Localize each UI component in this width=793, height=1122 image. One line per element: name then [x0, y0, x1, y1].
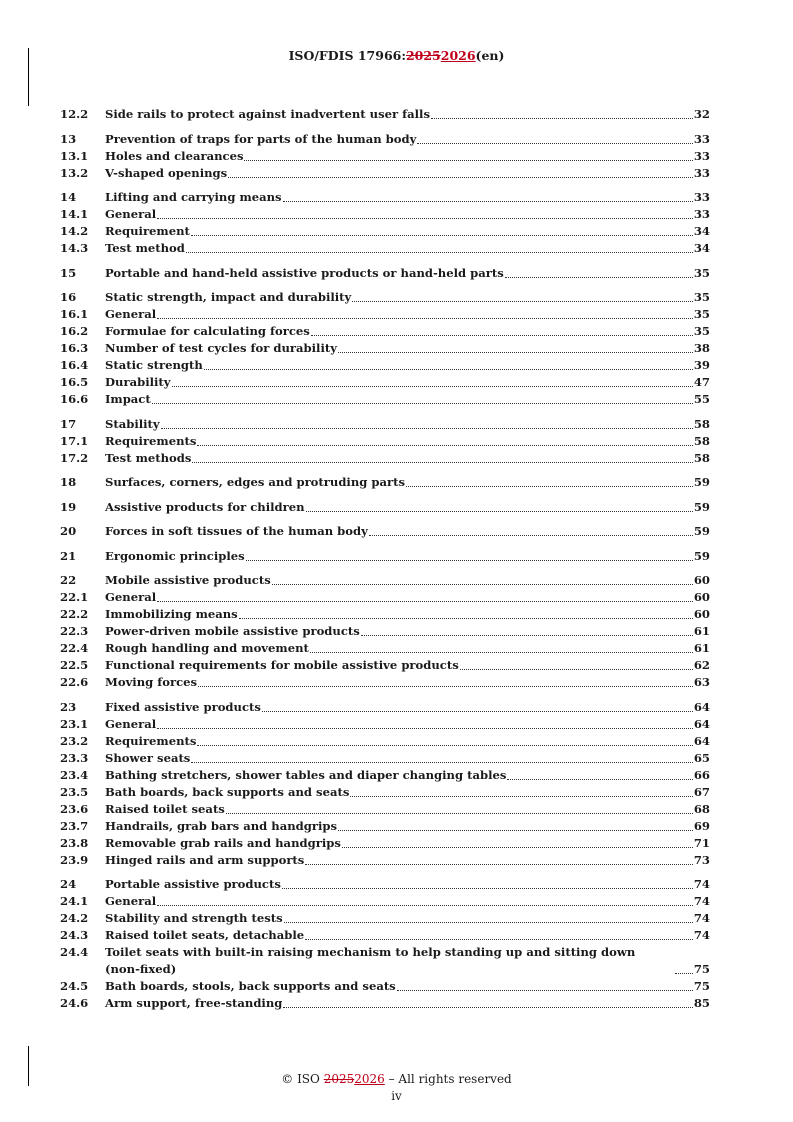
toc-entry-title-wrap: [105, 606, 694, 623]
toc-entry-title: General: [105, 716, 157, 731]
toc-entry-page: 65: [693, 750, 710, 765]
toc-entry-title: Bath boards, back supports and seats: [105, 784, 350, 799]
toc-entry-number: 24.5: [60, 979, 89, 993]
toc-entry-number: 14.3: [60, 241, 89, 255]
toc-dot-leader: [157, 601, 693, 602]
toc-entry-page: 35: [693, 290, 710, 304]
toc-dot-leader: [186, 252, 693, 253]
toc-entry-page: 55: [693, 392, 710, 406]
toc-entry-title: Assistive products for children: [105, 499, 305, 514]
toc-entry-title: Toilet seats with built-in raising mechanism to help standing up and sitting down (non-fixed): [105, 945, 636, 976]
toc-entry[interactable]: [60, 206, 710, 223]
toc-entry-page: 59: [693, 548, 710, 563]
toc-entry-title: Requirement: [105, 224, 190, 238]
toc-entry[interactable]: [60, 910, 710, 927]
toc-entry-title: Prevention of traps for parts of the human body: [105, 131, 417, 146]
toc-entry-page: 75: [693, 979, 710, 993]
toc-dot-leader: [342, 847, 693, 848]
toc-entry-title-wrap: [105, 223, 694, 240]
toc-entry-number: 22.2: [60, 607, 89, 621]
toc-entry-number: 15: [60, 265, 77, 280]
toc-dot-leader: [157, 728, 693, 729]
toc-entry-title-wrap: [105, 927, 694, 944]
toc-entry-number: 23.9: [60, 852, 89, 867]
toc-entry-title: Removable grab rails and handgrips: [105, 835, 341, 850]
toc-entry-title: Fixed assistive products: [105, 699, 261, 714]
toc-dot-leader: [191, 762, 693, 763]
toc-entry-number: 14: [60, 190, 77, 204]
toc-entry-page: 35: [693, 307, 710, 321]
toc-entry-page: 34: [693, 241, 710, 255]
toc-entry-number: 14.2: [60, 224, 89, 238]
toc-entry-title: Rough handling and movement: [105, 641, 309, 655]
toc-entry-number: 22: [60, 573, 77, 587]
copyright-line: [0, 1071, 793, 1088]
toc-entry[interactable]: [60, 357, 710, 374]
toc-entry-page: 74: [693, 911, 710, 925]
toc-dot-leader: [352, 301, 693, 302]
toc-entry-page: 62: [693, 658, 710, 672]
toc-entry-title: Raised toilet seats, detachable: [105, 928, 305, 942]
toc-dot-leader: [283, 1007, 692, 1008]
toc-entry-number: 23.6: [60, 801, 89, 816]
toc-dot-leader: [226, 813, 693, 814]
toc-dot-leader: [338, 830, 693, 831]
toc-entry[interactable]: [60, 148, 710, 165]
toc-dot-leader: [262, 711, 693, 712]
toc-dot-leader: [152, 403, 693, 404]
toc-entry-title-wrap: [105, 852, 694, 869]
toc-entry-number: 16.4: [60, 358, 89, 372]
toc-entry-title-wrap: [105, 474, 694, 491]
toc-entry-title: Arm support, free-standing: [105, 996, 283, 1010]
toc-entry-page: 35: [693, 324, 710, 338]
toc-entry-page: 60: [693, 590, 710, 604]
toc-entry-title-wrap: [105, 357, 694, 374]
toc-entry-title-wrap: [105, 548, 694, 565]
toc-entry-number: 14.1: [60, 207, 89, 221]
toc-entry-number: 24.6: [60, 996, 89, 1010]
toc-dot-leader: [507, 779, 692, 780]
toc-entry-title: Bath boards, stools, back supports and seats: [105, 979, 396, 993]
toc-entry-title-wrap: [105, 995, 694, 1012]
toc-entry-title: Durability: [105, 375, 171, 389]
toc-entry[interactable]: [60, 716, 710, 733]
toc-entry[interactable]: [60, 784, 710, 801]
header-prefix: ISO/FDIS 17966:: [288, 48, 406, 63]
toc-entry-number: 23.3: [60, 750, 89, 765]
toc-entry-title-wrap: [105, 978, 694, 995]
toc-entry-page: 60: [693, 573, 710, 587]
toc-dot-leader: [350, 796, 693, 797]
toc-entry[interactable]: [60, 289, 710, 306]
toc-entry[interactable]: [60, 640, 710, 657]
toc-dot-leader: [246, 560, 693, 561]
toc-entry-title-wrap: [105, 416, 694, 433]
toc-entry-title: Surfaces, corners, edges and protruding parts: [105, 475, 406, 489]
toc-entry-number: 12.2: [60, 107, 89, 121]
toc-entry-title-wrap: [105, 523, 694, 540]
toc-entry-number: 23.5: [60, 784, 89, 799]
toc-entry-page: 59: [693, 524, 710, 538]
toc-dot-leader: [157, 218, 693, 219]
toc-entry[interactable]: [60, 572, 710, 589]
toc-entry-title: Functional requirements for mobile assistive products: [105, 658, 459, 672]
toc-entry[interactable]: [60, 623, 710, 640]
toc-entry-page: 59: [693, 475, 710, 489]
toc-entry-title-wrap: [105, 674, 694, 691]
toc-entry-title-wrap: [105, 189, 694, 206]
toc-entry-page: 39: [693, 358, 710, 372]
toc-entry[interactable]: [60, 818, 710, 835]
toc-dot-leader: [675, 973, 693, 974]
toc-entry-page: 60: [693, 607, 710, 621]
toc-entry-number: 23.4: [60, 767, 89, 782]
toc-dot-leader: [431, 118, 693, 119]
toc-entry-page: 85: [693, 996, 710, 1010]
toc-entry-number: 22.3: [60, 624, 89, 638]
toc-entry-title-wrap: [105, 340, 694, 357]
toc-entry[interactable]: [60, 450, 710, 467]
toc-entry-title-wrap: [105, 750, 694, 767]
toc-entry[interactable]: [60, 699, 710, 716]
toc-entry-title: Requirements: [105, 433, 197, 448]
toc-entry[interactable]: [60, 674, 710, 691]
toc-entry-title: Immobilizing means: [105, 607, 238, 621]
toc-entry-title: General: [105, 590, 157, 604]
toc-entry-number: 23.7: [60, 818, 89, 833]
toc-entry-title: Requirements: [105, 733, 197, 748]
toc-entry-title-wrap: [105, 306, 694, 323]
toc-entry[interactable]: [60, 499, 710, 516]
toc-entry-page: 64: [693, 733, 710, 748]
toc-entry-page: 32: [693, 107, 710, 121]
toc-entry-number: 18: [60, 475, 77, 489]
toc-entry-page: 61: [693, 641, 710, 655]
toc-entry-page: 33: [693, 190, 710, 204]
toc-entry[interactable]: [60, 835, 710, 852]
toc-dot-leader: [239, 618, 693, 619]
toc-entry-title: Bathing stretchers, shower tables and diaper changing tables: [105, 767, 507, 782]
toc-dot-leader: [305, 939, 693, 940]
toc-entry-number: 17.2: [60, 450, 89, 465]
toc-dot-leader: [310, 652, 693, 653]
toc-entry-page: 63: [693, 675, 710, 689]
toc-entry[interactable]: [60, 750, 710, 767]
toc-dot-leader: [192, 462, 692, 463]
toc-entry-title: Holes and clearances: [105, 148, 244, 163]
toc-entry-title-wrap: [105, 433, 694, 450]
toc-entry-title: Raised toilet seats: [105, 801, 225, 816]
toc-entry-title-wrap: [105, 910, 694, 927]
toc-dot-leader: [369, 535, 693, 536]
toc-entry[interactable]: [60, 733, 710, 750]
toc-entry-number: 20: [60, 524, 77, 538]
toc-entry-number: 22.1: [60, 590, 89, 604]
toc-entry-page: 74: [693, 928, 710, 942]
toc-entry-title-wrap: [105, 640, 694, 657]
toc-entry[interactable]: [60, 416, 710, 433]
toc-dot-leader: [338, 352, 693, 353]
toc-entry-page: 58: [693, 416, 710, 431]
toc-entry[interactable]: [60, 876, 710, 893]
toc-dot-leader: [397, 990, 693, 991]
toc-entry[interactable]: [60, 995, 710, 1012]
toc-entry[interactable]: [60, 265, 710, 282]
toc-entry-title-wrap: [105, 767, 694, 784]
toc-entry-title: Mobile assistive products: [105, 573, 271, 587]
toc-dot-leader: [228, 177, 693, 178]
toc-entry-title: Impact: [105, 392, 151, 406]
toc-entry-page: 33: [693, 207, 710, 221]
toc-entry-title: Test method: [105, 241, 185, 255]
toc-entry-title: Static strength, impact and durability: [105, 290, 352, 304]
toc-entry-title-wrap: [105, 131, 694, 148]
toc-entry-number: 24: [60, 877, 77, 891]
toc-entry[interactable]: [60, 223, 710, 240]
toc-entry-number: 19: [60, 499, 77, 514]
toc-dot-leader: [197, 445, 692, 446]
header-suffix: (en): [475, 48, 505, 63]
toc-dot-leader: [244, 160, 692, 161]
toc-entry-page: 67: [693, 784, 710, 799]
toc-entry-page: 69: [693, 818, 710, 833]
toc-entry-number: 16: [60, 290, 77, 304]
toc-entry[interactable]: [60, 340, 710, 357]
toc-dot-leader: [505, 277, 693, 278]
toc-entry-number: 13: [60, 131, 77, 146]
toc-dot-leader: [283, 201, 693, 202]
toc-entry-title: Moving forces: [105, 675, 198, 689]
toc-entry-title: Side rails to protect against inadvertent user falls: [105, 107, 430, 121]
toc-dot-leader: [157, 318, 693, 319]
toc-entry[interactable]: [60, 106, 710, 123]
toc-entry-number: 24.2: [60, 911, 89, 925]
toc-entry-title: Shower seats: [105, 750, 191, 765]
toc-entry-number: 17: [60, 416, 77, 431]
toc-entry-title: Formulae for calculating forces: [105, 324, 310, 338]
toc-entry-number: 13.2: [60, 165, 89, 180]
toc-entry-page: 47: [693, 375, 710, 389]
copyright-prefix: © ISO: [281, 1072, 324, 1086]
toc-dot-leader: [417, 143, 693, 144]
toc-entry-number: 17.1: [60, 433, 89, 448]
toc-entry-page: 33: [693, 131, 710, 146]
toc-entry-page: 71: [693, 835, 710, 850]
toc-entry-number: 13.1: [60, 148, 89, 163]
toc-dot-leader: [157, 905, 693, 906]
toc-entry-title: Number of test cycles for durability: [105, 341, 337, 355]
footer-deleted-year: 2025: [323, 1072, 355, 1086]
toc-entry-number: 16.2: [60, 324, 89, 338]
toc-entry[interactable]: [60, 852, 710, 869]
toc-entry-page: 58: [693, 433, 710, 448]
toc-entry-number: 16.5: [60, 375, 89, 389]
toc-entry-number: 16.1: [60, 307, 89, 321]
toc-entry-title: Hinged rails and arm supports: [105, 852, 305, 867]
toc-entry[interactable]: [60, 893, 710, 910]
toc-entry-title: General: [105, 307, 157, 321]
toc-entry-title-wrap: [105, 944, 694, 978]
toc-entry[interactable]: [60, 306, 710, 323]
toc-entry[interactable]: [60, 944, 710, 978]
header-inserted-year: 2026: [440, 48, 476, 63]
toc-entry-title-wrap: [105, 589, 694, 606]
toc-entry-title-wrap: [105, 818, 694, 835]
document-header: [0, 48, 793, 63]
toc-entry-title: General: [105, 894, 157, 908]
toc-entry-page: 73: [693, 852, 710, 867]
toc-entry-number: 24.3: [60, 928, 89, 942]
toc-entry-title-wrap: [105, 893, 694, 910]
toc-dot-leader: [197, 745, 692, 746]
toc-entry-title: Stability: [105, 416, 160, 431]
toc-entry-title-wrap: [105, 240, 694, 257]
toc-entry-title: Portable and hand-held assistive products or hand-held parts: [105, 265, 504, 280]
toc-entry-title-wrap: [105, 699, 694, 716]
toc-entry-title: General: [105, 207, 157, 221]
toc-entry-title-wrap: [105, 657, 694, 674]
toc-entry-number: 16.3: [60, 341, 89, 355]
toc-entry-page: 61: [693, 624, 710, 638]
toc-dot-leader: [282, 888, 693, 889]
toc-entry-title-wrap: [105, 391, 694, 408]
toc-entry-page: 68: [693, 801, 710, 816]
toc-entry-title-wrap: [105, 623, 694, 640]
toc-entry-page: 75: [693, 962, 710, 976]
toc-entry-number: 23.8: [60, 835, 89, 850]
toc-entry-page: 64: [693, 716, 710, 731]
toc-entry-page: 34: [693, 224, 710, 238]
toc-entry[interactable]: [60, 606, 710, 623]
toc-dot-leader: [172, 386, 693, 387]
toc-entry-number: 23.2: [60, 733, 89, 748]
toc-dot-leader: [311, 335, 693, 336]
toc-entry-title: Test methods: [105, 450, 192, 465]
toc-entry[interactable]: [60, 978, 710, 995]
toc-entry-title: Handrails, grab bars and handgrips: [105, 818, 338, 833]
toc-entry[interactable]: [60, 433, 710, 450]
toc-entry[interactable]: [60, 474, 710, 491]
toc-entry-title-wrap: [105, 323, 694, 340]
toc-entry-title-wrap: [105, 733, 694, 750]
toc-entry-number: 23.1: [60, 716, 89, 731]
toc-entry[interactable]: [60, 189, 710, 206]
toc-entry-title: Lifting and carrying means: [105, 190, 282, 204]
toc-entry-title-wrap: [105, 265, 694, 282]
toc-entry-page: 38: [693, 341, 710, 355]
toc-dot-leader: [198, 686, 693, 687]
toc-entry-title-wrap: [105, 450, 694, 467]
toc-entry-number: 24.1: [60, 894, 89, 908]
toc-entry-title-wrap: [105, 289, 694, 306]
toc-entry[interactable]: [60, 391, 710, 408]
toc-dot-leader: [305, 864, 693, 865]
copyright-suffix: – All rights reserved: [384, 1072, 512, 1086]
toc-entry-title-wrap: [105, 784, 694, 801]
toc-entry-title: Power-driven mobile assistive products: [105, 624, 360, 638]
toc-entry-page: 33: [693, 165, 710, 180]
toc-entry-number: 22.4: [60, 641, 89, 655]
toc-entry-number: 23: [60, 699, 77, 714]
toc-dot-leader: [406, 486, 693, 487]
toc-entry[interactable]: [60, 548, 710, 565]
toc-entry-page: 59: [693, 499, 710, 514]
toc-entry-page: 66: [693, 767, 710, 782]
toc-entry-title-wrap: [105, 165, 694, 182]
header-deleted-year: 2025: [405, 48, 441, 63]
toc-entry-title-wrap: [105, 572, 694, 589]
toc-entry-title: Ergonomic principles: [105, 548, 245, 563]
toc-dot-leader: [361, 635, 693, 636]
toc-entry-title-wrap: [105, 148, 694, 165]
toc-entry[interactable]: [60, 240, 710, 257]
toc-entry-title: Forces in soft tissues of the human body: [105, 524, 368, 538]
toc-entry-title-wrap: [105, 876, 694, 893]
toc-entry[interactable]: [60, 767, 710, 784]
toc-dot-leader: [284, 922, 693, 923]
toc-entry[interactable]: [60, 323, 710, 340]
toc-dot-leader: [460, 669, 693, 670]
toc-entry-number: 16.6: [60, 392, 89, 406]
toc-entry-title-wrap: [105, 374, 694, 391]
toc-entry-title-wrap: [105, 499, 694, 516]
toc-entry-number: 22.5: [60, 658, 89, 672]
page-number: iv: [391, 1089, 402, 1103]
toc-entry[interactable]: [60, 131, 710, 148]
toc-entry-title: Static strength: [105, 358, 203, 372]
toc-entry-title: Stability and strength tests: [105, 911, 283, 925]
toc-entry[interactable]: [60, 589, 710, 606]
toc-dot-leader: [204, 369, 693, 370]
toc-entry-page: 58: [693, 450, 710, 465]
toc-entry[interactable]: [60, 801, 710, 818]
toc-entry[interactable]: [60, 927, 710, 944]
toc-entry-title-wrap: [105, 835, 694, 852]
table-of-contents: [60, 106, 710, 1012]
toc-entry-title-wrap: [105, 716, 694, 733]
toc-entry[interactable]: [60, 165, 710, 182]
toc-dot-leader: [191, 235, 693, 236]
page-footer: [0, 1071, 793, 1105]
toc-entry-number: 24.4: [60, 945, 89, 959]
toc-entry-number: 21: [60, 548, 77, 563]
toc-entry-page: 33: [693, 148, 710, 163]
toc-entry[interactable]: [60, 374, 710, 391]
toc-entry-page: 64: [693, 699, 710, 714]
toc-entry-title: Portable assistive products: [105, 877, 281, 891]
toc-entry-page: 74: [693, 877, 710, 891]
toc-entry-title-wrap: [105, 106, 694, 123]
toc-entry-title: V-shaped openings: [105, 165, 228, 180]
toc-entry-title-wrap: [105, 206, 694, 223]
toc-entry-page: 74: [693, 894, 710, 908]
toc-entry[interactable]: [60, 657, 710, 674]
toc-entry-number: 22.6: [60, 675, 89, 689]
toc-dot-leader: [161, 428, 693, 429]
toc-dot-leader: [272, 584, 693, 585]
footer-inserted-year: 2026: [354, 1072, 385, 1086]
toc-entry-page: 35: [693, 265, 710, 280]
toc-entry-title-wrap: [105, 801, 694, 818]
toc-entry[interactable]: [60, 523, 710, 540]
toc-dot-leader: [306, 511, 693, 512]
